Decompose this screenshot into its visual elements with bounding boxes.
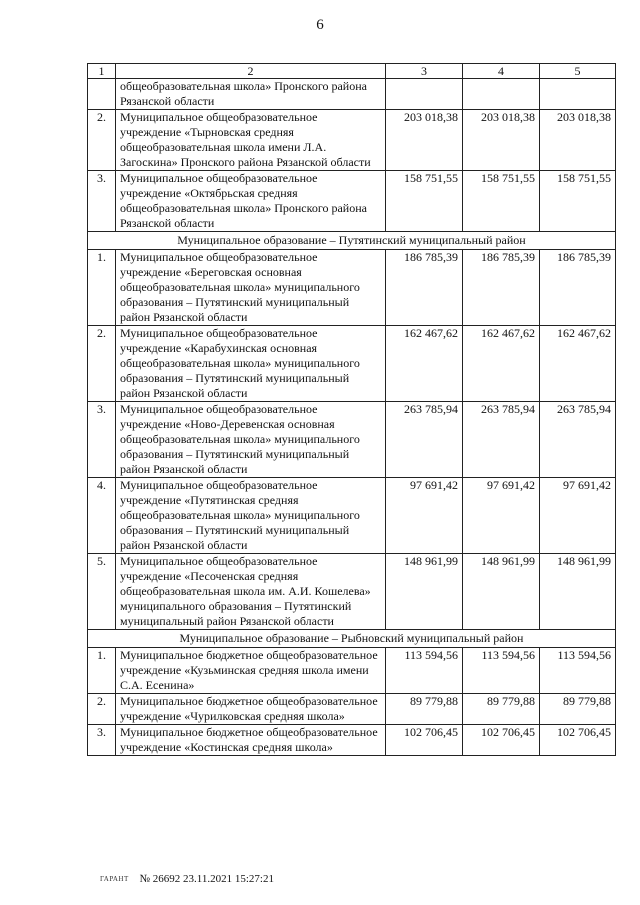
institution-name: общеобразовательная школа» Пронского района Рязанской области	[116, 79, 386, 110]
amount-col-5: 89 779,88	[540, 694, 616, 725]
table-header-row	[88, 64, 616, 79]
institution-name: Муниципальное бюджетное общеобразовательное учреждение «Кузьминская средняя школа имени С.А. Есенина»	[116, 648, 386, 694]
amount-col-5: 263 785,94	[540, 402, 616, 478]
amount-col-5: 203 018,38	[540, 110, 616, 171]
row-number	[88, 79, 116, 110]
table-row	[88, 725, 616, 756]
section-header-row	[88, 232, 616, 250]
table-row	[88, 648, 616, 694]
amount-col-3: 113 594,56	[386, 648, 463, 694]
page-number: 6	[316, 17, 324, 33]
institution-name: Муниципальное общеобразовательное учреждение «Октябрьская средняя общеобразовательная школа» Пронского района Рязанской области	[116, 171, 386, 232]
amount-col-4: 89 779,88	[463, 694, 540, 725]
amount-col-5: 186 785,39	[540, 250, 616, 326]
table-row	[88, 326, 616, 402]
table-row	[88, 250, 616, 326]
amount-col-3: 97 691,42	[386, 478, 463, 554]
table-row	[88, 478, 616, 554]
section-header-row	[88, 630, 616, 648]
row-number: 3.	[88, 725, 116, 756]
column-header-5: 5	[540, 64, 616, 79]
row-number: 4.	[88, 478, 116, 554]
amount-col-5: 158 751,55	[540, 171, 616, 232]
amount-col-5: 148 961,99	[540, 554, 616, 630]
amount-col-4: 102 706,45	[463, 725, 540, 756]
row-number: 2.	[88, 694, 116, 725]
amount-col-5: 162 467,62	[540, 326, 616, 402]
row-number: 1.	[88, 250, 116, 326]
amount-col-3	[386, 79, 463, 110]
amount-col-5: 97 691,42	[540, 478, 616, 554]
table-row	[88, 110, 616, 171]
amount-col-3: 203 018,38	[386, 110, 463, 171]
amount-col-3: 158 751,55	[386, 171, 463, 232]
column-header-4: 4	[463, 64, 540, 79]
institution-name: Муниципальное общеобразовательное учреждение «Путятинская средняя общеобразовательная школа» муниципального образования – Путятинский муниципальный район Рязанской области	[116, 478, 386, 554]
amount-col-4: 158 751,55	[463, 171, 540, 232]
amount-col-4	[463, 79, 540, 110]
table-row	[88, 694, 616, 725]
document-datetime: 23.11.2021 15:27:21	[182, 873, 274, 885]
amount-col-5: 113 594,56	[540, 648, 616, 694]
amount-col-4: 186 785,39	[463, 250, 540, 326]
institution-name: Муниципальное общеобразовательное учреждение «Песоченская средняя общеобразовательная школа им. А.И. Кошелева» муниципального образования – Путятинский муниципальный район Рязанской области	[116, 554, 386, 630]
scan-edge-artifact	[0, 0, 640, 3]
amount-col-3: 102 706,45	[386, 725, 463, 756]
section-title: Муниципальное образование – Рыбновский муниципальный район	[88, 630, 616, 648]
column-header-1: 1	[88, 64, 116, 79]
row-number: 5.	[88, 554, 116, 630]
amount-col-5: 102 706,45	[540, 725, 616, 756]
section-title: Муниципальное образование – Путятинский муниципальный район	[88, 232, 616, 250]
table-row	[88, 171, 616, 232]
amount-col-4: 203 018,38	[463, 110, 540, 171]
amount-col-3: 148 961,99	[386, 554, 463, 630]
table-row	[88, 402, 616, 478]
allocation-table	[87, 63, 616, 756]
amount-col-3: 162 467,62	[386, 326, 463, 402]
row-number: 3.	[88, 402, 116, 478]
document-number: № 26692	[139, 873, 181, 885]
institution-name: Муниципальное общеобразовательное учреждение «Тырновская средняя общеобразовательная школа имени Л.А. Загоскина» Пронского района Рязанской области	[116, 110, 386, 171]
amount-col-4: 97 691,42	[463, 478, 540, 554]
amount-col-5	[540, 79, 616, 110]
institution-name: Муниципальное общеобразовательное учреждение «Карабухинская основная общеобразовательная школа» муниципального образования – Путятинский муниципальный район Рязанской области	[116, 326, 386, 402]
table-row	[88, 554, 616, 630]
institution-name: Муниципальное бюджетное общеобразовательное учреждение «Чурилковская средняя школа»	[116, 694, 386, 725]
amount-col-3: 89 779,88	[386, 694, 463, 725]
institution-name: Муниципальное бюджетное общеобразовательное учреждение «Костинская средняя школа»	[116, 725, 386, 756]
institution-name: Муниципальное общеобразовательное учреждение «Береговская основная общеобразовательная школа» муниципального образования – Путятинский муниципальный район Рязанской области	[116, 250, 386, 326]
column-header-2: 2	[116, 64, 386, 79]
row-number: 2.	[88, 326, 116, 402]
amount-col-4: 263 785,94	[463, 402, 540, 478]
footer-registration	[100, 873, 274, 885]
registration-stamp: ГАРАНТ	[100, 875, 129, 884]
column-header-3: 3	[386, 64, 463, 79]
row-number: 2.	[88, 110, 116, 171]
amount-col-3: 186 785,39	[386, 250, 463, 326]
row-number: 3.	[88, 171, 116, 232]
institution-name: Муниципальное общеобразовательное учреждение «Ново-Деревенская основная общеобразовательная школа» муниципального образования – Путятинский муниципальный район Рязанской области	[116, 402, 386, 478]
row-number: 1.	[88, 648, 116, 694]
amount-col-4: 148 961,99	[463, 554, 540, 630]
amount-col-3: 263 785,94	[386, 402, 463, 478]
amount-col-4: 113 594,56	[463, 648, 540, 694]
table-row	[88, 79, 616, 110]
amount-col-4: 162 467,62	[463, 326, 540, 402]
